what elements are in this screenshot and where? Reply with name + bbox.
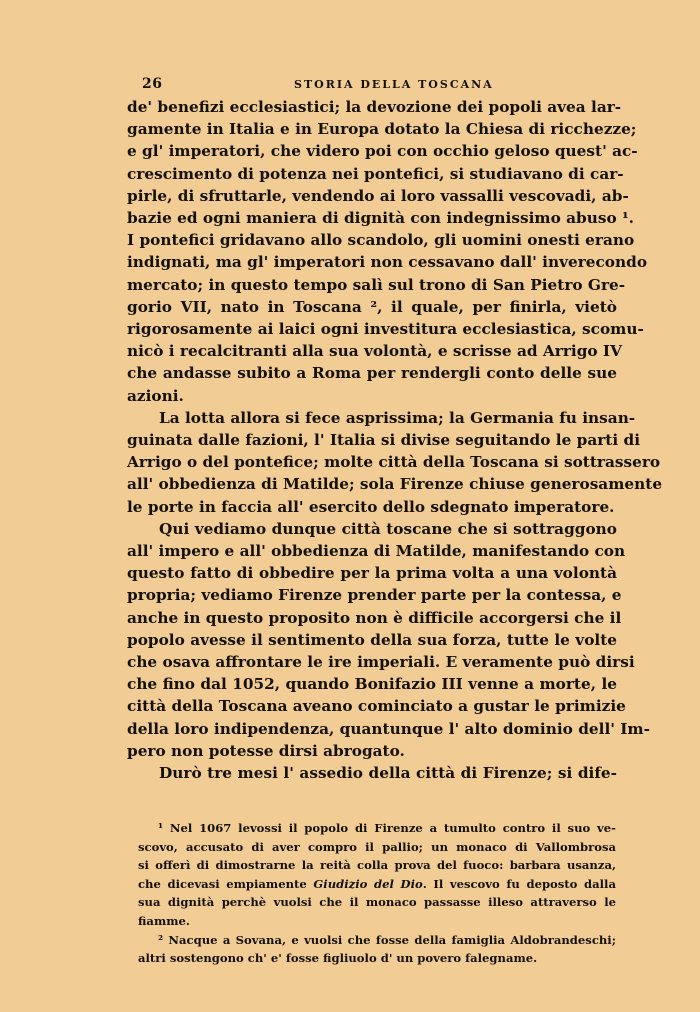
text-line: La lotta allora si fece asprissima; la Germania fu insan- [159, 408, 636, 427]
text-line: all' obbedienza di Matilde; sola Firenze chiuse generosamente [127, 475, 663, 494]
footnote-line [138, 875, 616, 894]
footnote-line: si offerì di dimostrarne la reità colla prova del fuoco: barbara usanza, [138, 858, 616, 873]
running-header [142, 76, 618, 98]
text-line: che andasse subito a Roma per rendergli conto delle sue [127, 364, 617, 383]
text-line: gamente in Italia e in Europa dotato la Chiesa di ricchezze; [127, 120, 637, 139]
footnotes [138, 819, 616, 968]
text-line: bazie ed ogni maniera di dignità con indegnissimo abuso ¹. [127, 209, 635, 228]
text-line: all' impero e all' obbedienza di Matilde, manifestando con [127, 542, 626, 561]
text-line: anche in questo proposito non è difficile accorgersi che il [127, 608, 622, 627]
text-line: popolo avesse il sentimento della sua forza, tutte le volte [127, 630, 617, 649]
text-line: crescimento di potenza nei pontefici, si studiavano di car- [127, 164, 624, 183]
footnote-line: scovo, accusato di aver compro il pallio; un monaco di Vallombrosa [138, 839, 616, 854]
text-line: rigorosamente ai laici ogni investitura ecclesiastica, scomu- [127, 320, 644, 339]
text-line: nicò i recalcitranti alla sua volontà, e scrisse ad Arrigo IV [127, 342, 622, 361]
text-line: che osava affrontare le ire imperiali. E veramente può dirsi [127, 653, 635, 672]
text-line: pero non potesse dirsi abrogato. [127, 741, 405, 760]
text-line: questo fatto di obbedire per la prima volta a una volontà [127, 564, 617, 583]
text-line: indignati, ma gl' imperatori non cessavano dall' inverecondo [127, 253, 648, 272]
text-line: de' benefizi ecclesiastici; la devozione dei popoli avea lar- [127, 98, 622, 116]
text-line: gorio VII, nato in Toscana ², il quale, per finirla, vietò [127, 297, 617, 316]
text-line: Arrigo o del pontefice; molte città della Toscana si sottrassero [127, 453, 661, 472]
text-line: della loro indipendenza, quantunque l' alto dominio dell' Im- [127, 719, 650, 738]
footnote-line: fiamme. [138, 913, 190, 928]
footnote-line: ² Nacque a Sovana, e vuolsi che fosse della famiglia Aldobrandeschi; [158, 932, 616, 947]
running-title: STORIA DELLA TOSCANA [294, 78, 494, 91]
text-line: mercato; in questo tempo salì sul trono di San Pietro Gre- [127, 275, 626, 294]
page-number: 26 [142, 76, 163, 92]
footnote-line: ¹ Nel 1067 levossi il popolo di Firenze a tumulto contro il suo ve- [158, 821, 616, 835]
text-line: Qui vediamo dunque città toscane che si sottraggono [159, 519, 617, 538]
footnote-fragment: che dicevasi empiamente [138, 876, 307, 891]
footnote-fragment: . Il vescovo fu deposto dalla [422, 876, 616, 891]
text-line: le porte in faccia all' esercito dello sdegnato imperatore. [127, 497, 615, 516]
footnote-line: altri sostengono ch' e' fosse figliuolo d' un povero falegname. [138, 951, 538, 966]
text-line: guinata dalle fazioni, l' Italia si divise seguitando le parti di [127, 431, 641, 450]
text-line: I pontefici gridavano allo scandolo, gli uomini onesti erano [127, 231, 635, 250]
main-text [127, 96, 663, 784]
text-line: e gl' imperatori, che videro poi con occhio geloso quest' ac- [127, 142, 638, 161]
footnote-italic: Giudizio del Dio [313, 876, 423, 891]
text-line: Durò tre mesi l' assedio della città di Firenze; si dife- [159, 764, 617, 783]
text-line: che fino dal 1052, quando Bonifazio III venne a morte, le [127, 675, 617, 694]
text-line: città della Toscana aveano cominciato a gustar le primizie [127, 697, 626, 716]
text-line: propria; vediamo Firenze prender parte per la contessa, e [127, 586, 622, 605]
text-line: azioni. [127, 386, 184, 405]
text-line: pirle, di sfruttarle, vendendo ai loro vassalli vescovadi, ab- [127, 186, 629, 205]
footnote-line: sua dignità perchè vuolsi che il monaco passasse illeso attraverso le [138, 895, 616, 910]
